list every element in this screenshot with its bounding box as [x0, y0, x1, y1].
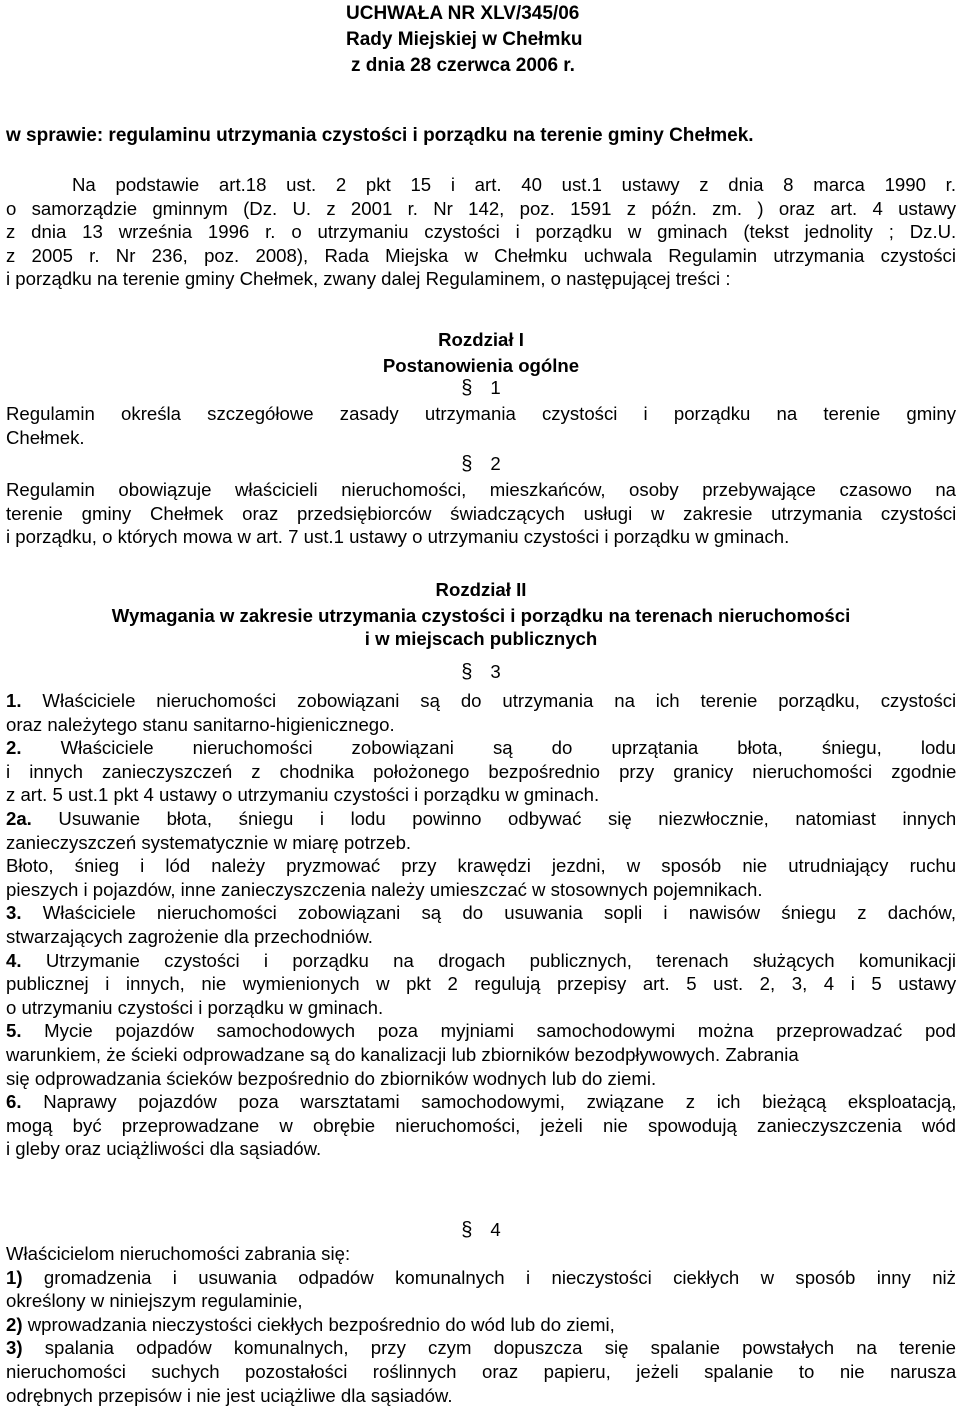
- list-item: [6, 1090, 956, 1114]
- section-number: 3: [490, 661, 501, 682]
- item-text: publicznej i innych, nie wymienionych w pkt 2 regulują przepisy art. 5 ust. 2, 3, 4 i 5 ustawy: [6, 973, 957, 995]
- chapter-title: Rozdział II: [435, 579, 527, 600]
- item-text: spalania odpadów komunalnych, przy czym dopuszcza się spalanie powstałych na terenie: [44, 1337, 956, 1359]
- chapter-subtitle: Wymagania w zakresie utrzymania czystości i porządku na terenach nieruchomości: [111, 604, 851, 626]
- item-text: oraz należytego stanu sanitarno-higienicznego.: [6, 713, 395, 735]
- item-text: Naprawy pojazdów poza warsztatami samochodowymi, związane z ich bieżącą eksploatacją,: [43, 1091, 957, 1113]
- item-text: określony w niniejszym regulaminie,: [6, 1290, 303, 1312]
- item-label: 2): [6, 1313, 23, 1335]
- item-text: o utrzymaniu czystości i porządku w gminach.: [6, 996, 384, 1018]
- item-text: zanieczyszczeń systematycznie w miarę potrzeb.: [6, 831, 412, 853]
- list-item: [6, 736, 956, 760]
- chapter-subtitle: Postanowienia ogólne: [382, 354, 580, 376]
- item-label: 3): [6, 1337, 23, 1359]
- item-text: stwarzających zagrożenie dla przechodniów.: [6, 925, 373, 947]
- section-line: Regulamin określa szczegółowe zasady utrzymania czystości i porządku na terenie gminy: [6, 403, 956, 424]
- section-2-body: [6, 478, 956, 549]
- item-text: Właściciele nieruchomości zobowiązani są do usuwania sopli i nawisów śniegu z dachów,: [42, 902, 956, 924]
- section-sign: §: [461, 1219, 473, 1241]
- item-text: Usuwanie błota, śniegu i lodu powinno odbywać się niezwłocznie, natomiast innych: [58, 807, 957, 829]
- section-3-body: [6, 689, 956, 1161]
- section-3-heading: [6, 660, 956, 685]
- council-name: Rady Miejskiej w Chełmku: [346, 29, 583, 50]
- item-text: się odprowadzania ścieków bezpośrednio do zbiorników wodnych lub do ziemi.: [6, 1067, 657, 1089]
- preamble-line: o samorządzie gminnym (Dz. U. z 2001 r. Nr 142, poz. 1591 z późn. zm. ) oraz art. 4 ustawy: [6, 197, 956, 219]
- item-text: pieszych i pojazdów, inne zanieczyszczenia należy umieszczać w stosownych pojemnikach.: [6, 878, 763, 900]
- item-text: odrębnych przepisów i nie jest uciążliwe dla sąsiadów.: [6, 1384, 453, 1406]
- item-label: 2a.: [6, 807, 32, 829]
- item-text: i gleby oraz uciążliwości dla sąsiadów.: [6, 1138, 322, 1160]
- list-item: [6, 807, 956, 831]
- chapter-title: Rozdział I: [438, 329, 524, 350]
- item-text: Właściciele nieruchomości zobowiązani są do uprzątania błota, śniegu, lodu: [60, 737, 956, 759]
- item-text: mogą być przeprowadzane w obrębie nieruchomości, jeżeli nie spowodują zanieczyszczenia wód: [6, 1114, 956, 1136]
- preamble-line: z dnia 13 września 1996 r. o utrzymaniu czystości i porządku w gminach (tekst jednolity ; Dz.U.: [6, 221, 957, 243]
- list-item: [6, 689, 956, 713]
- section-4-body: [6, 1242, 956, 1407]
- item-label: 5.: [6, 1020, 22, 1042]
- section-sign: §: [461, 661, 473, 683]
- item-label: 2.: [6, 737, 22, 759]
- item-text: nieruchomości suchych pozostałości roślinnych oraz papieru, jeżeli spalanie to nie narusza: [6, 1360, 957, 1382]
- section-line: Chełmek.: [6, 426, 85, 448]
- section-line: i porządku, o których mowa w art. 7 ust.1 ustawy o utrzymaniu czystości i porządku w gminach.: [6, 526, 790, 548]
- chapter-subtitle: i w miejscach publicznych: [364, 628, 598, 650]
- section-line: terenie gminy Chełmek oraz przedsiębiorców świadczących usługi w zakresie utrzymania czystości: [6, 502, 957, 524]
- item-label: 4.: [6, 949, 22, 971]
- section-2-heading: [6, 452, 956, 477]
- section-number: 1: [490, 377, 501, 398]
- list-item: [6, 1266, 956, 1290]
- section-number: 2: [490, 453, 501, 474]
- preamble-line: z 2005 r. Nr 236, poz. 2008), Rada Miejska w Chełmku uchwala Regulamin utrzymania czystości: [6, 244, 956, 266]
- item-text: wprowadzania nieczystości ciekłych bezpośrednio do wód lub do ziemi,: [27, 1313, 615, 1335]
- section-number: 4: [490, 1219, 501, 1240]
- item-text: warunkiem, że ścieki odprowadzane są do kanalizacji lub zbiorników bezodpływowych. Zabrania: [6, 1043, 799, 1065]
- section-line: Regulamin obowiązuje właścicieli nieruchomości, mieszkańców, osoby przebywające czasowo na: [6, 479, 957, 500]
- item-text: i innych zanieczyszczeń z chodnika położonego bezpośrednio przy granicy nieruchomości zgodnie: [6, 760, 957, 782]
- item-text: Mycie pojazdów samochodowych poza myjniami samochodowymi można przeprowadzać pod: [44, 1020, 956, 1042]
- resolution-date: z dnia 28 czerwca 2006 r.: [351, 55, 575, 76]
- list-item: [6, 1313, 956, 1337]
- resolution-number: UCHWAŁA NR XLV/345/06: [346, 3, 580, 24]
- item-label: 1): [6, 1266, 23, 1288]
- list-item: [6, 901, 956, 925]
- item-text: Błoto, śnieg i lód należy pryzmować przy krawędzi jezdni, w sposób nie utrudniający ruchu: [6, 855, 957, 877]
- item-text: gromadzenia i usuwania odpadów komunalnych i nieczystości ciekłych w sposób inny niż: [43, 1266, 956, 1288]
- list-item: [6, 1019, 956, 1043]
- preamble: [6, 173, 956, 291]
- section-sign: §: [461, 453, 473, 475]
- item-text: Właściciele nieruchomości zobowiązani są do utrzymania na ich terenie porządku, czystości: [42, 690, 957, 711]
- item-text: z art. 5 ust.1 pkt 4 ustawy o utrzymaniu czystości i porządku w gminach.: [6, 784, 600, 806]
- chapter-2-heading: [6, 578, 956, 651]
- section-1-body: [6, 402, 956, 449]
- section-sign: §: [461, 377, 473, 399]
- item-label: 6.: [6, 1091, 22, 1113]
- chapter-1-heading: [6, 328, 956, 377]
- section-1-heading: [6, 376, 956, 401]
- section-4-heading: [6, 1218, 956, 1243]
- item-label: 3.: [6, 902, 22, 924]
- preamble-line: Na podstawie art.18 ust. 2 pkt 15 i art. 40 ust.1 ustawy z dnia 8 marca 1990 r.: [72, 174, 956, 195]
- list-item: [6, 1336, 956, 1360]
- list-item: [6, 949, 956, 973]
- item-label: 1.: [6, 690, 22, 711]
- item-text: Utrzymanie czystości i porządku na drogach publicznych, terenach służących komunikacji: [45, 949, 956, 971]
- section-intro: Właścicielom nieruchomości zabrania się:: [6, 1243, 351, 1264]
- preamble-line: i porządku na terenie gminy Chełmek, zwany dalej Regulaminem, o następującej treści :: [6, 268, 731, 290]
- resolution-subject: w sprawie: regulaminu utrzymania czystości i porządku na terenie gminy Chełmek.: [6, 125, 754, 146]
